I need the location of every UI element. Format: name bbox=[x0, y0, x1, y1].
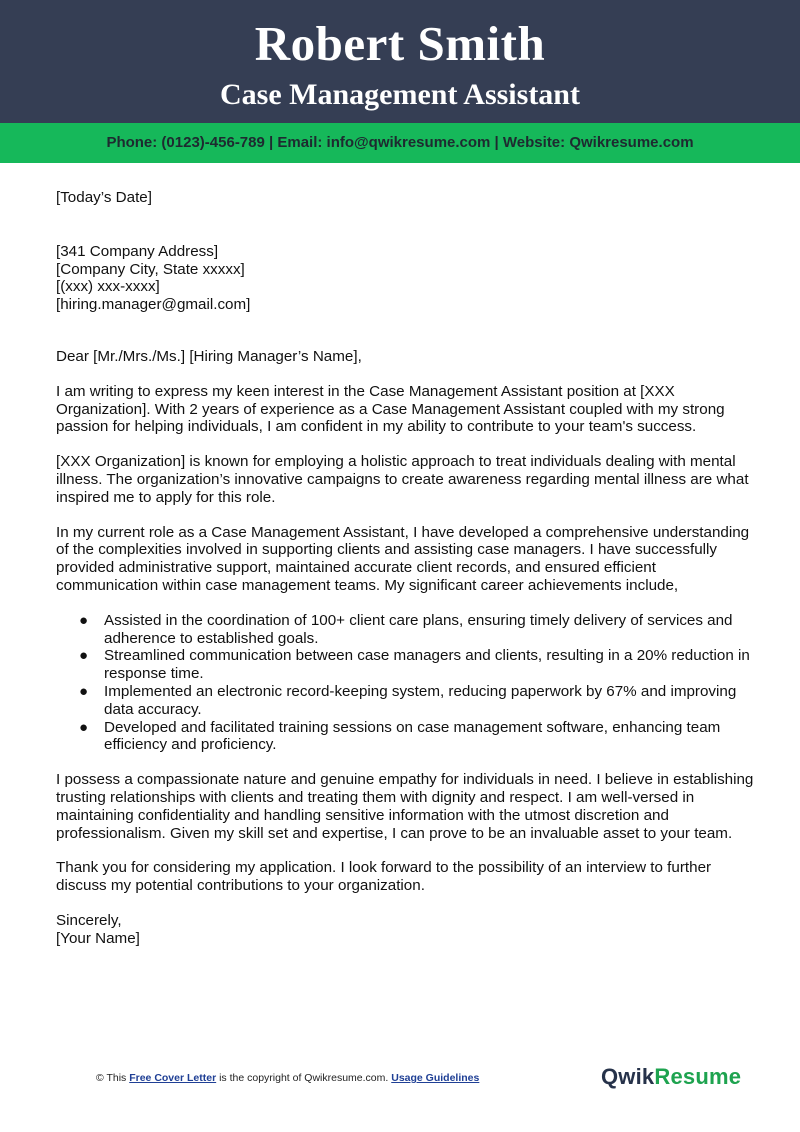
list-item bbox=[56, 647, 756, 683]
body-paragraph: I am writing to express my keen interest in the Case Management Assistant position at [XXX Organization]. With 2 years of experience as a Case Management Assistant coupled with my strong passion for helping individuals, I am confident in my ability to contribute to your team's success. bbox=[56, 382, 725, 436]
header-banner bbox=[0, 0, 800, 123]
signoff: Sincerely, bbox=[56, 911, 122, 929]
bullet-icon: ● bbox=[79, 611, 89, 629]
letter-body bbox=[56, 189, 756, 948]
job-title: Case Management Assistant bbox=[220, 78, 580, 111]
body-paragraph: In my current role as a Case Management Assistant, I have developed a comprehensive understanding of the complexities involved in supporting clients and assisting case managers. I have successfully provided administrative support, maintained accurate client records, and ensured efficient communication within case management teams. My significant career achievements include, bbox=[56, 523, 750, 594]
letter-date: [Today’s Date] bbox=[56, 189, 152, 206]
footer bbox=[0, 1062, 800, 1096]
body-paragraph: Thank you for considering my application. I look forward to the possibility of an interview to further discuss my potential contributions to your organization. bbox=[56, 859, 712, 895]
logo-part-qwik: Qwik bbox=[601, 1064, 655, 1089]
list-item-text: Streamlined communication between case managers and clients, resulting in a 20% reduction in response time. bbox=[104, 647, 750, 683]
list-item-text: Implemented an electronic record-keeping system, reducing paperwork by 67% and improving data accuracy. bbox=[104, 682, 737, 718]
recipient-address bbox=[56, 243, 756, 314]
list-item bbox=[56, 683, 756, 719]
address-line: [(xxx) xxx-xxxx] bbox=[56, 278, 160, 296]
qwikresume-logo[interactable] bbox=[601, 1064, 741, 1090]
achievements-list bbox=[56, 612, 756, 754]
copyright-notice bbox=[96, 1072, 479, 1084]
salutation: Dear [Mr./Mrs./Ms.] [Hiring Manager’s Name], bbox=[56, 347, 362, 365]
bullet-icon: ● bbox=[79, 682, 89, 700]
bullet-icon: ● bbox=[79, 718, 89, 736]
bullet-icon: ● bbox=[79, 647, 89, 665]
contact-bar: Phone: (0123)-456-789 | Email: info@qwikresume.com | Website: Qwikresume.com bbox=[0, 123, 800, 163]
body-paragraph: I possess a compassionate nature and genuine empathy for individuals in need. I believe in establishing trusting relationships with clients and treating them with dignity and respect. I am well-versed in maintaining confidentiality and handling sensitive information with the utmost discretion and professionalism. Given my skill set and expertise, I can prove to be an invaluable asset to your team. bbox=[56, 771, 754, 842]
usage-guidelines-link[interactable]: Usage Guidelines bbox=[391, 1072, 480, 1084]
address-line: [341 Company Address] bbox=[56, 242, 219, 260]
list-item bbox=[56, 612, 756, 648]
signature: [Your Name] bbox=[56, 929, 140, 947]
list-item-text: Assisted in the coordination of 100+ client care plans, ensuring timely delivery of services and adherence to established goals. bbox=[104, 611, 733, 647]
list-item-text: Developed and facilitated training sessions on case management software, enhancing team efficiency and proficiency. bbox=[104, 718, 721, 754]
copyright-middle: is the copyright of Qwikresume.com. bbox=[216, 1072, 392, 1084]
logo-part-resume: Resume bbox=[654, 1064, 742, 1089]
list-item bbox=[56, 719, 756, 755]
candidate-name: Robert Smith bbox=[254, 16, 546, 71]
body-paragraph: [XXX Organization] is known for employing a holistic approach to treat individuals dealing with mental illness. The organization’s innovative campaigns to create awareness regarding mental illness are what inspired me to apply for this role. bbox=[56, 453, 749, 506]
copyright-prefix: © This bbox=[96, 1072, 130, 1084]
address-line: [Company City, State xxxxx] bbox=[56, 260, 245, 278]
free-cover-letter-link[interactable]: Free Cover Letter bbox=[129, 1072, 217, 1084]
address-line: [hiring.manager@gmail.com] bbox=[56, 296, 251, 314]
